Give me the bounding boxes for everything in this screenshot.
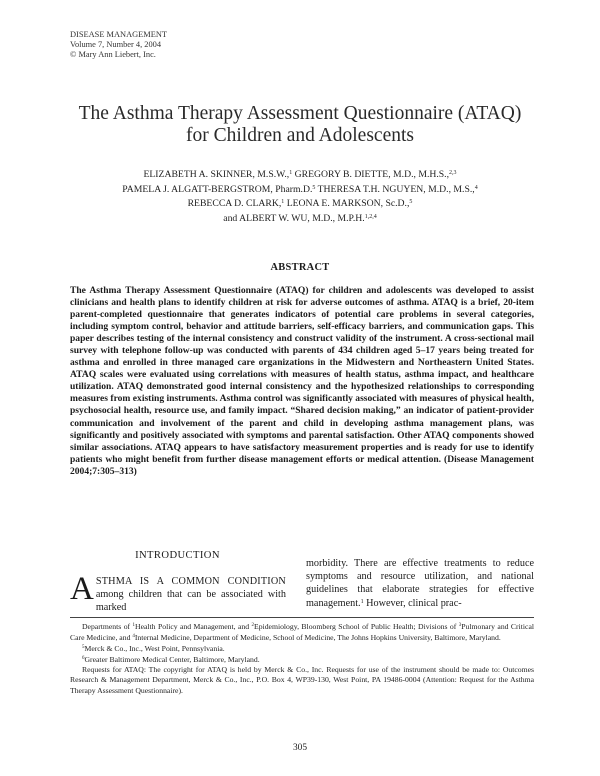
author-line-1 — [40, 167, 560, 182]
footnote-gbmc — [70, 654, 534, 665]
journal-name: DISEASE MANAGEMENT — [70, 30, 168, 39]
affiliation-mark: 5 — [312, 184, 316, 191]
abstract-heading: ABSTRACT — [270, 262, 330, 273]
affiliation-mark: 4 — [132, 634, 135, 640]
author-list — [40, 167, 560, 225]
footnote-text: Departments of — [82, 622, 133, 631]
footnote-text: Merck & Co., Inc., West Point, Pennsylvania. — [84, 644, 225, 654]
drop-cap: A — [70, 571, 94, 607]
author-line-2 — [40, 182, 560, 197]
title-line-2: for Children and Adolescents — [186, 125, 414, 146]
citation-mark: 1 — [360, 599, 364, 605]
footnote-departments — [70, 621, 534, 643]
affiliation-mark: 1 — [132, 623, 136, 628]
author-name: LEONA E. MARKSON, Sc.D., — [284, 198, 410, 210]
author-name: THERESA T.H. NGUYEN, M.D., M.S., — [315, 183, 475, 195]
footnote-merck — [70, 643, 534, 654]
paper-title — [40, 103, 560, 147]
footnote-text: Pulmonary and Critical Care Medicine, and — [70, 622, 534, 643]
affiliation-mark: 2,3 — [449, 170, 457, 176]
intro-left-column — [70, 571, 286, 614]
footnotes — [70, 621, 534, 696]
affiliation-mark: 3 — [458, 623, 462, 628]
author-name: ELIZABETH A. SKINNER, M.S.W., — [143, 169, 290, 180]
page-number: 305 — [292, 743, 308, 753]
author-line-3 — [40, 196, 560, 211]
abstract-text: The Asthma Therapy Assessment Questionnaire (ATAQ) for children and adolescents was developed to assist clinicians and health plans to identify children at risk for adverse outcomes of asthma. ATAQ is a brief, 20-item parent-completed questionnaire that generates indicators of potential care problems in several categories, including symptom control, behavior and attitude barriers, self-efficacy barriers, and communication gaps. This paper describes testing of the internal consistency and construct validity of the instrument. A cross-sectional mail survey with telephone follow-up was conducted with parents of 434 children aged 5–17 years being treated for asthma and enrolled in three managed care organizations in the Midwestern and Northeastern United States. ATAQ scales were evaluated using correlations with measures of health status, asthma impact, and healthcare utilization. ATAQ demonstrated good internal consistency and the hypothesized relationships to corresponding measures from existing instruments. Asthma control was significantly associated with measures of physical health, psychosocial health, resource use, and family impact. “Shared decision making,” an indicator of patient-provider communication and involvement of the parent and child in developing asthma management plans, was significantly and positively associated with symptoms and parental satisfaction. Other ATAQ components showed similar associations. ATAQ appears to have satisfactory measurement properties and is ready for use to identify patients who might benefit from further disease management efforts or medical attention. (Disease Management 2004;7:305–313) — [70, 285, 534, 477]
affiliation-mark: 1 — [281, 199, 285, 206]
footnote-text: Greater Baltimore Medical Center, Baltimore, Maryland. — [84, 655, 260, 665]
affiliation-mark: 5 — [82, 645, 85, 651]
intro-smallcaps: STHMA IS A COMMON CONDITION — [95, 576, 286, 587]
footnote-text: Health Policy and Management, and — [135, 622, 252, 631]
footnote-requests: Requests for ATAQ: The copyright for ATAQ is held by Merck & Co., Inc. Requests for use of the instrument should be made to: Outcomes Research & Management Department, Merck & Co., Inc., P.O. Box 4, WP39-130, West Point, PA 19486-0004 (Attention: Request for the Asthma Therapy Assessment Questionnaire). — [70, 665, 534, 695]
affiliation-mark: 1 — [289, 170, 293, 176]
author-name: GREGORY B. DIETTE, M.D., M.H.S., — [292, 169, 450, 180]
author-name: REBECCA D. CLARK, — [187, 198, 282, 210]
title-line-1: The Asthma Therapy Assessment Questionnaire (ATAQ) — [78, 103, 522, 124]
footnote-text: Epidemiology, Bloomberg School of Public Health; Divisions of — [254, 622, 459, 631]
intro-left-text: among children that can be associated with marked — [95, 589, 286, 613]
journal-copyright: © Mary Ann Liebert, Inc. — [70, 50, 156, 59]
author-name: PAMELA J. ALGATT-BERGSTROM, Pharm.D. — [122, 183, 313, 195]
journal-volume: Volume 7, Number 4, 2004 — [70, 40, 162, 49]
footnote-divider — [70, 617, 534, 618]
journal-header — [70, 30, 167, 60]
introduction-heading: INTRODUCTION — [135, 550, 220, 561]
affiliation-mark: 1,2,4 — [364, 213, 377, 220]
affiliation-mark: 2 — [251, 623, 255, 628]
affiliation-mark: 4 — [474, 184, 478, 191]
footnote-text: Internal Medicine, Department of Medicine, School of Medicine, The Johns Hopkins University, Baltimore, Maryland. — [134, 633, 501, 643]
author-name: and ALBERT W. WU, M.D., M.P.H. — [223, 212, 365, 224]
author-line-4 — [40, 211, 560, 226]
intro-right-column — [306, 557, 534, 610]
intro-right-text-continued: However, clinical prac- — [363, 598, 462, 609]
intro-right-text: morbidity. There are effective treatments to reduce symptoms and resource utilization, and national guidelines that elaborate strategies for effective management. — [306, 558, 534, 609]
affiliation-mark: 6 — [82, 656, 85, 662]
affiliation-mark: 5 — [409, 199, 413, 206]
